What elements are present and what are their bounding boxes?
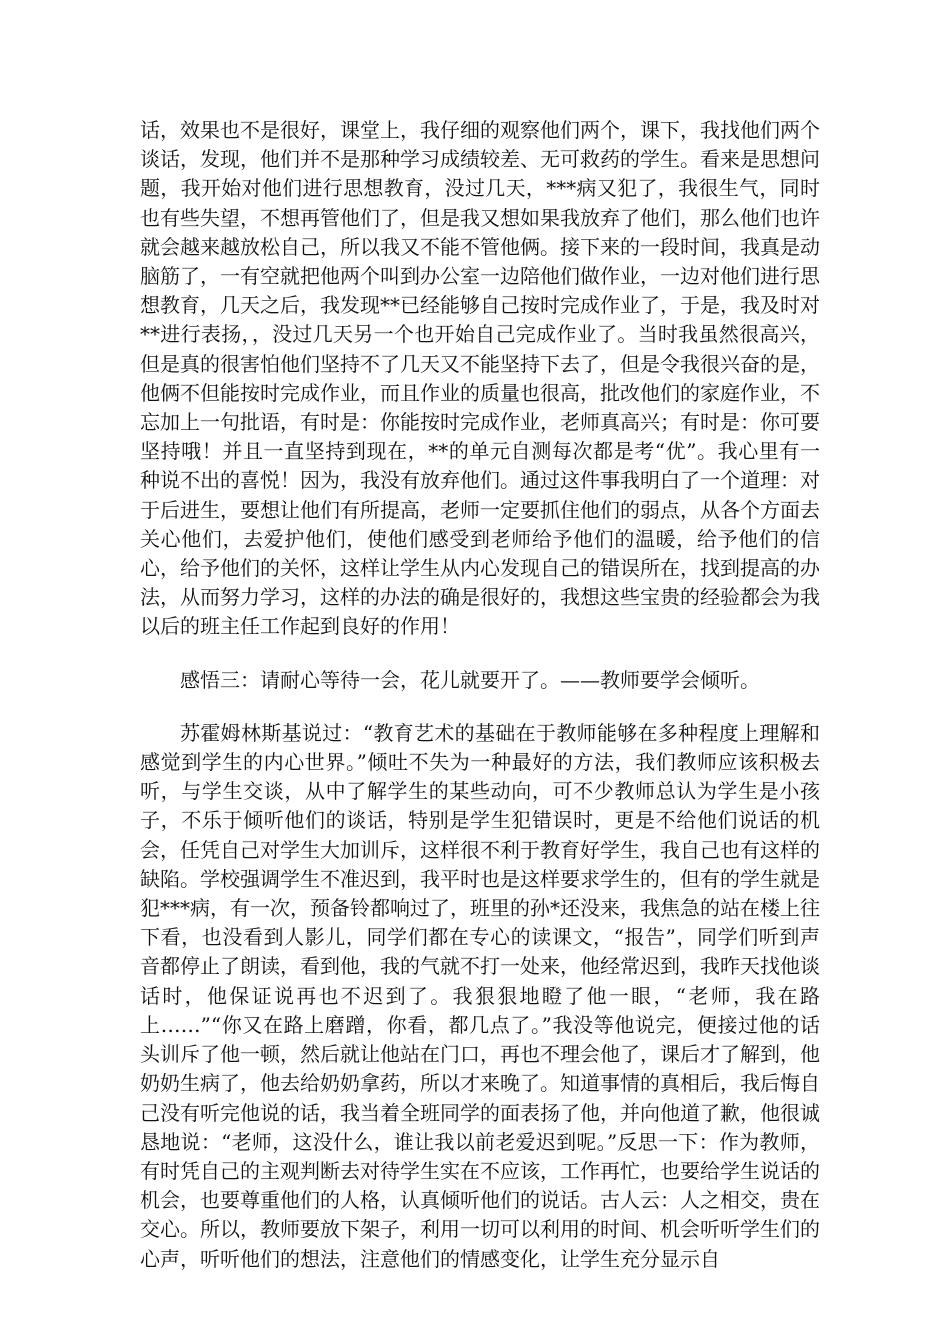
paragraph-3: 苏霍姆林斯基说过：“教育艺术的基础在于教师能够在多种程度上理解和感觉到学生的内心世界。”倾吐不失为一种最好的方法，我们教师应该积极去听，与学生交谈，从中了解学生的某些动向，可不少教师总认为学生是小孩子，不乐于倾听他们的谈话，特别是学生犯错误时，更是不给他们说话的机会，任凭自己对学生大加训斥，这样很不利于教育好学生，我自己也有这样的缺陷。学校强调学生不准迟到，我平时也是这样要求学生的，但有的学生就是犯***病，有一次，预备铃都响过了，班里的孙*还没来，我焦急的站在楼上往下看，也没看到人影儿，同学们都在专心的读课文，“报告”，同学们听到声音都停止了朗读，看到他，我的气就不打一处来，他经常迟到，我昨天找他谈话时，他保证说再也不迟到了。我狠狠地瞪了他一眼，“老师，我在路上……”“你又在路上磨蹭，你看，都几点了。”我没等他说完，便接过他的话头训斥了他一顿，然后就让他站在门口，再也不理会他了，课后才了解到，他奶奶生病了，他去给奶奶拿药，所以才来晚了。知道事情的真相后，我后悔自己没有听完他说的话，我当着全班同学的面表扬了他，并向他道了歉，他很诚恳地说：“老师，这没什么，谁让我以前老爱迟到呢。”反思一下：作为教师，有时凭自己的主观判断去对待学生实在不应该，工作再忙，也要给学生说话的机会，也要尊重他们的人格，认真倾听他们的说话。古人云：人之相交，贵在交心。所以，教师要放下架子，利用一切可以利用的时间、机会听听学生们的心声，听听他们的想法，注意他们的情感变化，让学生充分显示自 [140, 720, 820, 1271]
section-heading-3: 感悟三：请耐心等待一会，花儿就要开了。——教师要学会倾听。 [180, 667, 760, 692]
paragraph-1: 话，效果也不是很好，课堂上，我仔细的观察他们两个，课下，我找他们两个谈话，发现，他们并不是那种学习成绩较差、无可救药的学生。看来是思想问题，我开始对他们进行思想教育，没过几天，***病又犯了，我很生气，同时也有些失望，不想再管他们了，但是我又想如果我放弃了他们，那么他们也许就会越来越放松自己，所以我又不能不管他俩。接下来的一段时间，我真是动脑筋了，一有空就把他两个叫到办公室一边陪他们做作业，一边对他们进行思想教育，几天之后，我发现**已经能够自己按时完成作业了，于是，我及时对**进行表扬，，没过几天另一个也开始自己完成作业了。当时我虽然很高兴，但是真的很害怕他们坚持不了几天又不能坚持下去了，但是令我很兴奋的是，他俩不但能按时完成作业，而且作业的质量也很高，批改他们的家庭作业，不忘加上一句批语，有时是：你能按时完成作业，老师真高兴；有时是：你可要坚持哦！并且一直坚持到现在，**的单元自测每次都是考“优”。我心里有一种说不出的喜悦！因为，我没有放弃他们。通过这件事我明白了一个道理：对于后进生，要想让他们有所提高，老师一定要抓住他们的弱点，从各个方面去关心他们，去爱护他们，使他们感受到老师给予他们的温暖，给予他们的信心，给予他们的关怀，这样让学生从内心发现自己的错误所在，找到提高的办法，从而努力学习，这样的办法的确是很好的，我想这些宝贵的经验都会为我以后的班主任工作起到良好的作用！ [140, 118, 820, 639]
paragraph-gap [140, 642, 820, 666]
document-page [140, 116, 820, 1274]
paragraph-gap [140, 695, 820, 719]
